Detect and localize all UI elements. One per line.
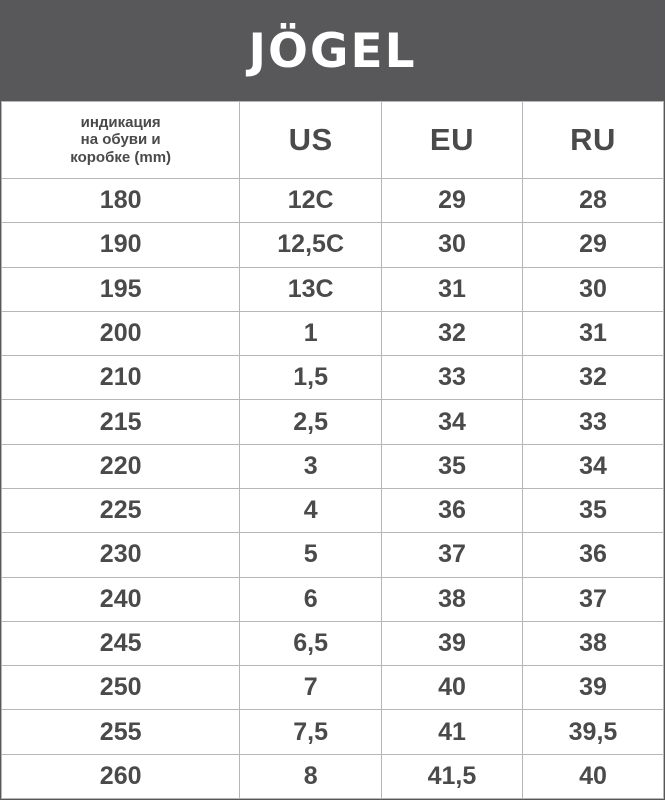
cell-ru: 38 bbox=[522, 621, 663, 665]
cell-ru: 30 bbox=[522, 267, 663, 311]
cell-ru: 35 bbox=[522, 488, 663, 532]
table-row bbox=[2, 267, 664, 311]
cell-eu: 39 bbox=[381, 621, 522, 665]
cell-us: 8 bbox=[240, 754, 382, 798]
cell-mm: 200 bbox=[2, 311, 240, 355]
column-header-eu: EU bbox=[381, 102, 522, 179]
column-header-ru: RU bbox=[522, 102, 663, 179]
cell-us: 6,5 bbox=[240, 621, 382, 665]
cell-ru: 29 bbox=[522, 223, 663, 267]
cell-ru: 32 bbox=[522, 356, 663, 400]
cell-eu: 36 bbox=[381, 488, 522, 532]
cell-us: 5 bbox=[240, 533, 382, 577]
cell-mm: 230 bbox=[2, 533, 240, 577]
cell-us: 13C bbox=[240, 267, 382, 311]
cell-eu: 29 bbox=[381, 179, 522, 223]
header-line-1: индикация bbox=[80, 114, 161, 132]
brand-header-bar bbox=[1, 1, 664, 101]
cell-us: 7 bbox=[240, 666, 382, 710]
brand-logo: JÖGEL bbox=[248, 23, 417, 79]
cell-mm: 260 bbox=[2, 754, 240, 798]
table-row bbox=[2, 488, 664, 532]
cell-us: 12,5C bbox=[240, 223, 382, 267]
cell-ru: 34 bbox=[522, 444, 663, 488]
cell-mm: 250 bbox=[2, 666, 240, 710]
cell-mm: 195 bbox=[2, 267, 240, 311]
cell-eu: 40 bbox=[381, 666, 522, 710]
cell-mm: 225 bbox=[2, 488, 240, 532]
cell-ru: 39 bbox=[522, 666, 663, 710]
cell-us: 12C bbox=[240, 179, 382, 223]
cell-eu: 31 bbox=[381, 267, 522, 311]
size-table-container bbox=[1, 101, 664, 799]
cell-ru: 39,5 bbox=[522, 710, 663, 754]
cell-mm: 255 bbox=[2, 710, 240, 754]
cell-eu: 33 bbox=[381, 356, 522, 400]
cell-us: 6 bbox=[240, 577, 382, 621]
cell-us: 2,5 bbox=[240, 400, 382, 444]
cell-ru: 33 bbox=[522, 400, 663, 444]
cell-ru: 37 bbox=[522, 577, 663, 621]
table-row bbox=[2, 621, 664, 665]
cell-ru: 40 bbox=[522, 754, 663, 798]
cell-eu: 32 bbox=[381, 311, 522, 355]
cell-mm: 220 bbox=[2, 444, 240, 488]
table-row bbox=[2, 666, 664, 710]
cell-mm: 245 bbox=[2, 621, 240, 665]
cell-eu: 41,5 bbox=[381, 754, 522, 798]
header-row bbox=[2, 102, 664, 179]
size-conversion-table bbox=[1, 101, 664, 799]
cell-us: 1,5 bbox=[240, 356, 382, 400]
column-header-us: US bbox=[240, 102, 382, 179]
table-row bbox=[2, 444, 664, 488]
cell-mm: 215 bbox=[2, 400, 240, 444]
table-row bbox=[2, 311, 664, 355]
table-row bbox=[2, 400, 664, 444]
cell-us: 1 bbox=[240, 311, 382, 355]
cell-eu: 37 bbox=[381, 533, 522, 577]
table-row bbox=[2, 710, 664, 754]
table-row bbox=[2, 754, 664, 798]
cell-eu: 38 bbox=[381, 577, 522, 621]
column-header-indication bbox=[2, 102, 240, 179]
cell-eu: 35 bbox=[381, 444, 522, 488]
cell-ru: 31 bbox=[522, 311, 663, 355]
cell-ru: 36 bbox=[522, 533, 663, 577]
cell-ru: 28 bbox=[522, 179, 663, 223]
cell-us: 3 bbox=[240, 444, 382, 488]
table-row bbox=[2, 179, 664, 223]
cell-mm: 180 bbox=[2, 179, 240, 223]
cell-us: 7,5 bbox=[240, 710, 382, 754]
cell-us: 4 bbox=[240, 488, 382, 532]
table-row bbox=[2, 223, 664, 267]
cell-mm: 190 bbox=[2, 223, 240, 267]
header-line-3: коробке (mm) bbox=[70, 148, 172, 166]
cell-eu: 30 bbox=[381, 223, 522, 267]
table-body bbox=[2, 179, 664, 799]
header-line-2: на обуви и bbox=[80, 131, 161, 149]
cell-mm: 210 bbox=[2, 356, 240, 400]
cell-eu: 41 bbox=[381, 710, 522, 754]
table-row bbox=[2, 577, 664, 621]
cell-mm: 240 bbox=[2, 577, 240, 621]
table-row bbox=[2, 356, 664, 400]
cell-eu: 34 bbox=[381, 400, 522, 444]
table-header bbox=[2, 102, 664, 179]
table-row bbox=[2, 533, 664, 577]
